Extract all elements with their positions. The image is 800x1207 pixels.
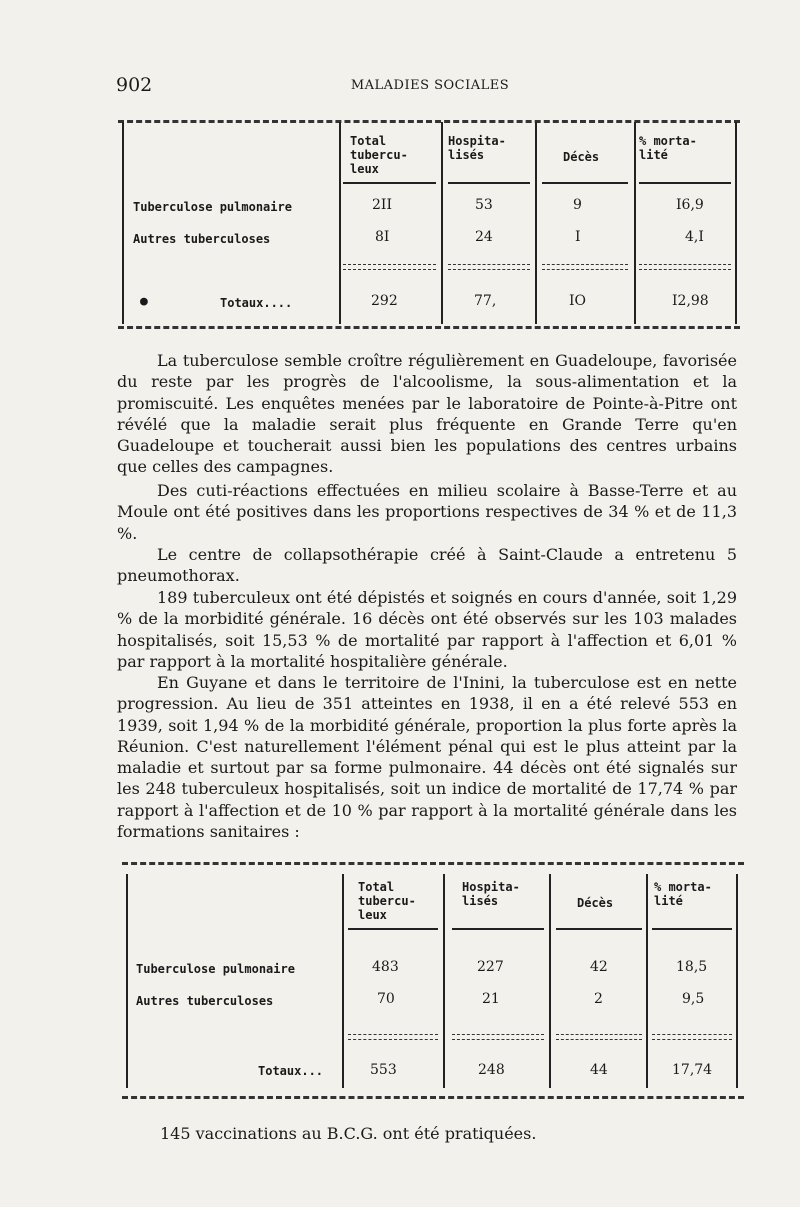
header-underline: [452, 928, 544, 930]
total-separator: [639, 264, 731, 270]
header-total: Total tubercu- leux: [358, 880, 416, 922]
header-underline: [542, 182, 628, 184]
table-cell: 44: [590, 1062, 608, 1078]
header-underline: [448, 182, 530, 184]
paragraph: La tuberculose semble croître régulièrement en Guadeloupe, favorisée du reste par les progrès de l'alcoolisme, la sous-alimentation et la promiscuité. Les enquêtes menées par le laboratoire de Pointe-à-Pitre ont révélé que la maladie serait plus fréquente en Grande Terre qu'en Guadeloupe et toucherait aussi bien les populations des centres urbains que celles des campagnes.: [117, 351, 737, 477]
table-cell: 483: [372, 959, 399, 975]
paragraph: Le centre de collapsothérapie créé à Saint-Claude a entretenu 5 pneumothorax.: [117, 545, 737, 586]
table-cell: 2II: [372, 197, 392, 213]
header-deces: Décès: [577, 896, 614, 910]
table-cell: 21: [482, 991, 500, 1007]
header-underline: [556, 928, 642, 930]
header-hospitalises: Hospita- lisés: [462, 880, 520, 908]
total-separator: [542, 264, 628, 270]
table-cell: 292: [371, 293, 398, 309]
table-cell: 77,: [474, 293, 497, 309]
total-separator: [556, 1034, 642, 1040]
table-cell: 227: [477, 959, 504, 975]
col-divider: [443, 874, 445, 1088]
header-mortalite: % morta- lité: [639, 134, 697, 162]
col-divider: [339, 122, 341, 324]
table-cell: 70: [377, 991, 395, 1007]
vaccination-note: 145 vaccinations au B.C.G. ont été pratiquées.: [160, 1124, 537, 1143]
total-label: Totaux...: [258, 1064, 324, 1078]
table-left-border: [126, 874, 128, 1088]
page-number: 902: [116, 74, 153, 96]
table-cell: I: [575, 229, 581, 245]
header-underline: [348, 928, 438, 930]
table-top-rule: [122, 862, 744, 865]
header-mortalite: % morta- lité: [654, 880, 712, 908]
table-cell: 8I: [375, 229, 390, 245]
table-cell: 2: [594, 991, 603, 1007]
table-cell: 17,74: [672, 1062, 713, 1078]
header-total: Total tubercu- leux: [350, 134, 408, 176]
header-deces: Décès: [563, 150, 600, 164]
table-cell: I2,98: [672, 293, 709, 309]
table-guadeloupe: [118, 118, 740, 334]
table-cell: 248: [478, 1062, 505, 1078]
table-top-rule: [118, 120, 740, 123]
total-separator: [348, 1034, 438, 1040]
row-label: Autres tuberculoses: [133, 232, 271, 246]
table-cell: I6,9: [676, 197, 704, 213]
row-label: Tuberculose pulmonaire: [133, 200, 292, 214]
table-right-border: [735, 122, 737, 324]
header-underline: [639, 182, 731, 184]
col-divider: [535, 122, 537, 324]
table-bottom-rule: [122, 1096, 744, 1099]
col-divider: [549, 874, 551, 1088]
col-divider: [441, 122, 443, 324]
total-label: Totaux....: [220, 296, 293, 310]
table-cell: 18,5: [676, 959, 708, 975]
table-right-border: [736, 874, 738, 1088]
table-cell: IO: [569, 293, 587, 309]
total-separator: [448, 264, 530, 270]
table-cell: 553: [370, 1062, 397, 1078]
header-hospitalises: Hospita- lisés: [448, 134, 506, 162]
total-separator: [452, 1034, 544, 1040]
table-left-border: [122, 122, 124, 324]
total-separator: [343, 264, 436, 270]
total-separator: [652, 1034, 732, 1040]
bullet-icon: ●: [140, 294, 148, 309]
header-underline: [652, 928, 732, 930]
paragraph: En Guyane et dans le territoire de l'Inini, la tuberculose est en nette progression. Au lieu de 351 atteintes en 1938, il en a été relevé 553 en 1939, soit 1,94 % de la morbidité générale, proportion la plus forte après la Réunion. C'est naturellement l'élément pénal qui est le plus atteint par la maladie et surtout par sa forme pulmonaire. 44 décès ont été signalés sur les 248 tuberculeux hospitalisés, soit un indice de mortalité de 17,74 % par rapport à l'affection et de 10 % par rapport à la mortalité générale dans les formations sanitaires :: [117, 673, 737, 842]
running-title: MALADIES SOCIALES: [350, 78, 510, 93]
paragraph: Des cuti-réactions effectuées en milieu scolaire à Basse-Terre et au Moule ont été positives dans les proportions respectives de 34 % et de 11,3 %.: [117, 481, 737, 543]
table-cell: 53: [475, 197, 493, 213]
table-cell: 4,I: [685, 229, 704, 245]
col-divider: [646, 874, 648, 1088]
header-underline: [343, 182, 436, 184]
table-cell: 24: [475, 229, 493, 245]
table-cell: 42: [590, 959, 608, 975]
table-cell: 9,5: [682, 991, 705, 1007]
table-bottom-rule: [118, 326, 740, 329]
table-guyane: [122, 860, 744, 1106]
paragraph: 189 tuberculeux ont été dépistés et soignés en cours d'année, soit 1,29 % de la morbidité générale. 16 décès ont été observés sur les 103 malades hospitalisés, soit 15,53 % de mortalité par rapport à l'affection et 6,01 % par rapport à la mortalité hospitalière générale.: [117, 588, 737, 671]
row-label: Autres tuberculoses: [136, 994, 274, 1008]
col-divider: [342, 874, 344, 1088]
col-divider: [634, 122, 636, 324]
row-label: Tuberculose pulmonaire: [136, 962, 295, 976]
table-cell: 9: [573, 197, 582, 213]
